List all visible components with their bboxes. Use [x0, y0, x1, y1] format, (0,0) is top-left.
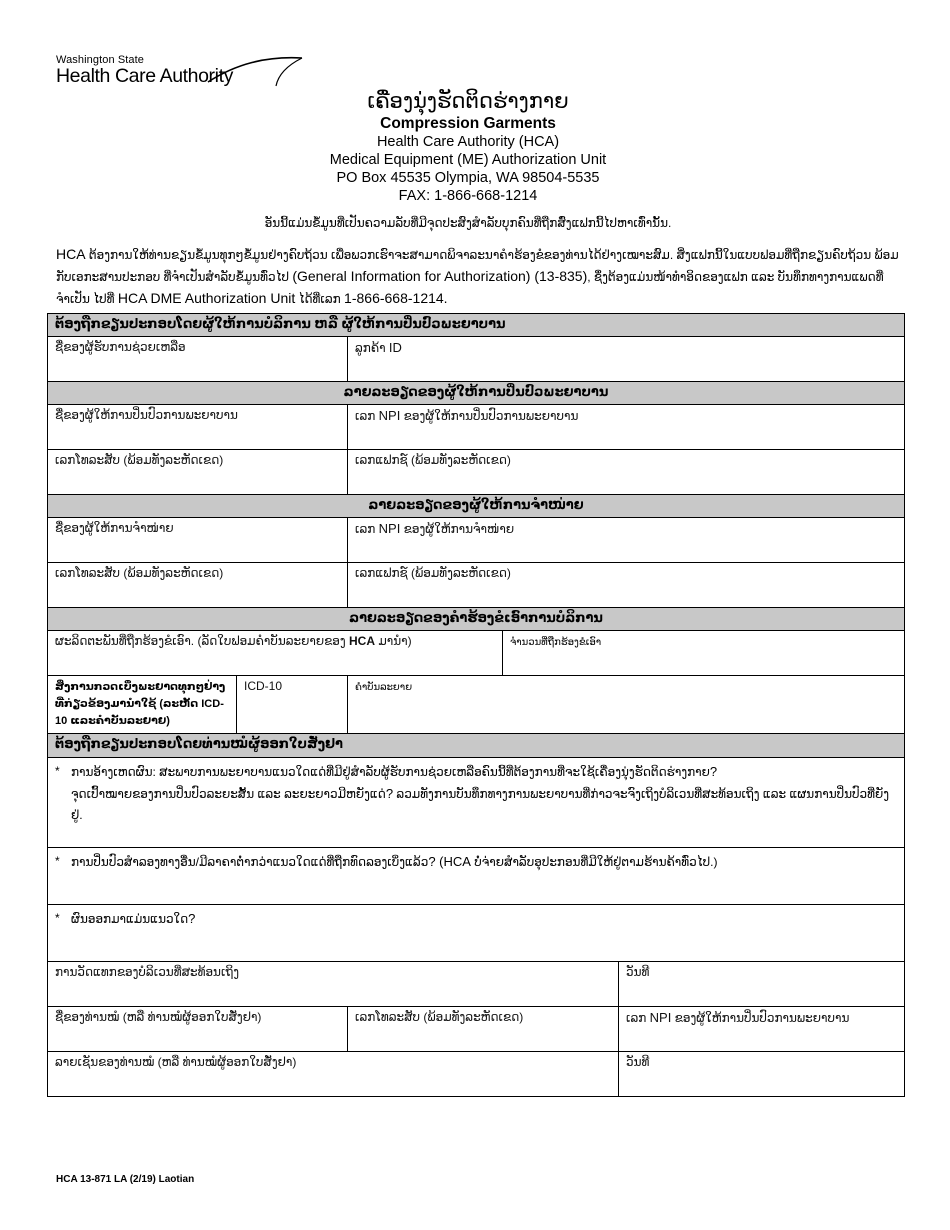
vendor-phone-field[interactable] [48, 563, 348, 608]
section-prescriber-header: ລາຍລະອຽດຂອງຜູ້ໃຫ້ການປິ່ນປົວພະຍາບານ [48, 382, 905, 405]
product-requested-field[interactable] [48, 631, 503, 676]
product-requested-label [55, 634, 412, 648]
prescriber-npi-field[interactable] [348, 405, 905, 450]
vendor-phone-label: ເລກໂທລະສັບ (ພ້ອມທັງລະຫັດເຂດ) [55, 566, 224, 580]
prescriber-fax-field[interactable] [348, 450, 905, 495]
form-header [0, 88, 936, 205]
physician-npi-c: ຂອງຜູ້ໃຫ້ການປິ່ນປົວການພະຍາບານ [671, 1011, 850, 1025]
vendor-fax-field[interactable] [348, 563, 905, 608]
physician-npi-b: NPI [649, 1010, 672, 1025]
intro-text-2: , ຊຶ່ງຕ້ອງແມ່ນໜ້າທຳອິດຂອງແຟກ ແລະ ບັນທຶກທາງການແພດທີ່ຈຳເປັນ ໄປທີ່ [56, 270, 884, 306]
justification-question [55, 761, 897, 826]
measurements-label: ການວັດແທກຂອງບໍລິເວນທີ່ສະທ້ອນເຖິງ [55, 965, 239, 979]
vendor-name-field[interactable] [48, 518, 348, 563]
measurements-date-field[interactable] [619, 962, 905, 1007]
prescriber-npi-label [355, 409, 578, 423]
signature-label: ລາຍເຊັນຂອງທ່ານໝໍ (ຫລື ທ່ານໝໍຜູ້ອອກໃບສັ່ງຢາ) [55, 1055, 297, 1069]
alternatives-field[interactable] [48, 848, 905, 905]
measurements-field[interactable] [48, 962, 619, 1007]
diagnosis-description-field[interactable] [348, 676, 905, 734]
q2-c: ບໍ່ຈ່າຍສຳລັບອຸປະກອນທີ່ມີໃຫ້ຢູ່ຕາມຮ້ານຄ້າທົ່ວໄປ.) [470, 855, 718, 869]
required-star: * [55, 854, 60, 868]
physician-npi-label [626, 1011, 849, 1025]
q1-e: ລວມທັງການບັນທຶກທາງການພະຍາບານທີ່ກ່າວຈະຈົງເຖິງບໍລິເວນທີ່ສະທ້ອນເຖິງ ແລະ ແຜນການປິ່ນປົວທີ່ຍັງຢູ່. [71, 787, 890, 822]
authorization-form [47, 313, 905, 1097]
vendor-npi-a: ເລກ [355, 522, 379, 536]
prescriber-npi-b: NPI [378, 408, 401, 423]
mailing-address: PO Box 45535 Olympia, WA 98504-5535 [336, 170, 600, 186]
q1-d: ? [385, 786, 394, 801]
intro-form-ref: (General Information for Authorization) (13-835) [292, 268, 588, 284]
q3-a: ຜົນອອກມາແມ່ນແນວໃດ [71, 912, 189, 926]
required-star: * [55, 764, 60, 778]
prescriber-name-field[interactable] [48, 405, 348, 450]
diagnosis-a: ສິ່ງການກວດເບິ່ງພະຍາດທຸກໆຢ່າງ ທີ່ກ່ຽວຂ້ອງມານຳໃຊ້ (ລະຫັດ [55, 681, 226, 710]
physician-phone-label: ເລກໂທລະສັບ (ພ້ອມທັງລະຫັດເຂດ) [355, 1010, 524, 1024]
q1-b: ? [709, 764, 718, 779]
client-name-label: ຊື່ຂອງຜູ້ຮັບການຊ່ວຍເຫລືອ [55, 340, 186, 354]
section-provider-header: ຕ້ອງຖືກຂຽນປະກອບໂດຍຜູ້ໃຫ້ການບໍລິການ ຫລື ຜູ້ໃຫ້ການປິ່ນປົວພະຍາບານ [48, 314, 905, 337]
logo-name-part2: Authority [159, 65, 233, 87]
alternatives-question [55, 851, 897, 873]
q1-c: ຈຸດເປົ້າໝາຍຂອງການປິ່ນປົວລະຍະສັ້ນ ແລະ ລະຍະຍາວມີຫຍັງແດ່ [71, 787, 386, 801]
lao-title: ເຄື່ອງນຸ່ງຮັດຕິດຮ່າງກາຍ [367, 89, 569, 113]
quantity-label: ຈຳນວນທີ່ຖືກຮ້ອງຂໍເອົາ [510, 637, 602, 648]
intro-text-3: ໄດ້ທີ່ເລກ [295, 292, 345, 306]
confidential-note: ອັນນີ້ແມ່ນຂໍ້ມູນທີ່ເປັນຄວາມລັບທີ່ມີຈຸດປະສົງສຳລັບບຸກຄົນທີ່ຖືກສົ່ງແຟກນີ້ໄປຫາເທົ່ານັ້ນ. [264, 216, 672, 230]
signature-field[interactable] [48, 1052, 619, 1097]
fax-number: FAX: 1-866-668-1214 [398, 188, 538, 204]
vendor-npi-c: ຂອງຜູ້ໃຫ້ການຈຳໜ່າຍ [400, 522, 515, 536]
q3-b: ? [188, 911, 196, 926]
signature-date-field[interactable] [619, 1052, 905, 1097]
client-id-label-b: ID [388, 340, 402, 355]
signature-date-label: ວັນທີ [626, 1055, 650, 1069]
intro-unit: HCA DME Authorization Unit [117, 290, 296, 306]
english-title: Compression Garments [380, 115, 556, 132]
description-label: ຄຳບັນລະຍາຍ [355, 682, 413, 693]
prescriber-phone-label: ເລກໂທລະສັບ (ພ້ອມທັງລະຫັດເຂດ) [55, 453, 224, 467]
intro-hca: HCA [56, 246, 86, 262]
vendor-name-label: ຊື່ຂອງຜູ້ໃຫ້ການຈຳໜ່າຍ [55, 521, 174, 535]
quantity-requested-field[interactable] [503, 631, 905, 676]
vendor-npi-b: NPI [378, 521, 401, 536]
physician-npi-a: ເລກ [626, 1011, 650, 1025]
diagnosis-c: ແລະຄຳບັນລະຍາຍ) [67, 715, 170, 727]
diagnosis-label-cell [48, 676, 237, 734]
intro-text-1: ຕ້ອງການໃຫ້ທ່ານຂຽນຂໍ້ມູນທຸກໆຂໍ້ມູນຢ່າງຄົບຖ້ວນ ເພື່ອພວກເຮົາຈະສາມາດພິຈາລະນາຄຳຮ້ອງຂໍຂອງທ່ານໄດ້ຢ່າງເໝາະສົມ. ສິ່ງແຟກນີ້ໃນແບບຟອມທີ່ຖືກຂຽນຄົບຖ້ວນ ພ້ອມກັບເອກະສານປະກອບ ທີ່ຈຳເປັນສຳລັບຂໍ້ມູນທົ່ວໄປ [56, 248, 899, 284]
prescriber-npi-a: ເລກ [355, 409, 379, 423]
vendor-npi-field[interactable] [348, 518, 905, 563]
results-question [55, 908, 897, 930]
product-a: ຜະລິດຕະພັນທີ່ຖືກຮ້ອງຂໍເອົາ. (ລັດໃບຟອມຄຳບັນລະຍາຍຂອງ [55, 634, 349, 648]
client-id-field[interactable] [348, 337, 905, 382]
required-star: * [55, 911, 60, 925]
vendor-fax-label: ເລກແຟກຊ໌ (ພ້ອມທັງລະຫັດເຂດ) [355, 566, 511, 580]
q1-a: ການອ້າງເຫດຜົນ: ສະພາບການພະຍາບານແນວໃດແດ່ທີ່ມີຢູ່ສຳລັບຜູ້ຮັບການຊ່ວຍເຫລືອຄົນນີ້ທີ່ຕ້ອງການທີ່ຈະໃຊ້ເຄື່ອງນຸ່ງຮັດຕິດຮ່າງກາຍ [71, 765, 710, 779]
prescriber-name-label: ຊື່ຂອງຜູ້ໃຫ້ການປິ່ນປົວການພະຍາບານ [55, 408, 238, 422]
physician-name-field[interactable] [48, 1007, 348, 1052]
q2-b: ? (HCA [428, 854, 471, 869]
intro-paragraph [56, 244, 906, 310]
prescriber-phone-field[interactable] [48, 450, 348, 495]
diagnosis-b: ICD-10 [55, 698, 224, 727]
agency-name: Health Care Authority (HCA) [376, 134, 560, 150]
physician-phone-field[interactable] [348, 1007, 619, 1052]
section-request-header: ລາຍລະອຽດຂອງຄຳຮ້ອງຂໍເອົາການບໍລິການ [48, 608, 905, 631]
date-label: ວັນທີ [626, 965, 650, 979]
section-physician-header: ຕ້ອງຖືກຂຽນປະກອບໂດຍທ່ານໝໍຜູ້ອອກໃບສັ່ງຢາ [48, 734, 905, 758]
results-field[interactable] [48, 905, 905, 962]
intro-fax: 1-866-668-1214. [344, 290, 448, 306]
form-number: HCA 13-871 LA (2/19) Laotian [56, 1174, 195, 1185]
prescriber-npi-c: ຂອງຜູ້ໃຫ້ການປິ່ນປົວການພະຍາບານ [400, 409, 579, 423]
client-name-field[interactable] [48, 337, 348, 382]
section-vendor-header: ລາຍລະອຽດຂອງຜູ້ໃຫ້ການຈຳໜ່າຍ [48, 495, 905, 518]
logo-state: Washington State [56, 54, 145, 66]
prescriber-fax-label: ເລກແຟກຊ໌ (ພ້ອມທັງລະຫັດເຂດ) [355, 453, 511, 467]
icd10-label: ICD-10 [244, 679, 283, 693]
physician-npi-field[interactable] [619, 1007, 905, 1052]
client-id-label-a: ລູກຄ້າ [355, 341, 389, 355]
unit-name: Medical Equipment (ME) Authorization Unit [329, 152, 607, 168]
physician-name-label: ຊື່ຂອງທ່ານໝໍ (ຫລື ທ່ານໝໍຜູ້ອອກໃບສັ່ງຢາ) [55, 1010, 262, 1024]
icd10-field[interactable] [237, 676, 348, 734]
q2-a: ການປິ່ນປົວສຳລອງທາງອື່ນ/ມີລາຄາຕ່ຳກວ່າແນວໃດແດ່ທີ່ຖືກທົດລອງເບິ່ງແລ້ວ [71, 855, 429, 869]
product-c: ມານຳ) [375, 634, 412, 648]
logo-name-part1: Health Care [56, 65, 160, 87]
product-b: HCA [349, 634, 375, 648]
logo-swoosh-icon [206, 54, 306, 90]
justification-field[interactable] [48, 758, 905, 848]
vendor-npi-label [355, 522, 514, 536]
client-id-label [355, 341, 402, 355]
